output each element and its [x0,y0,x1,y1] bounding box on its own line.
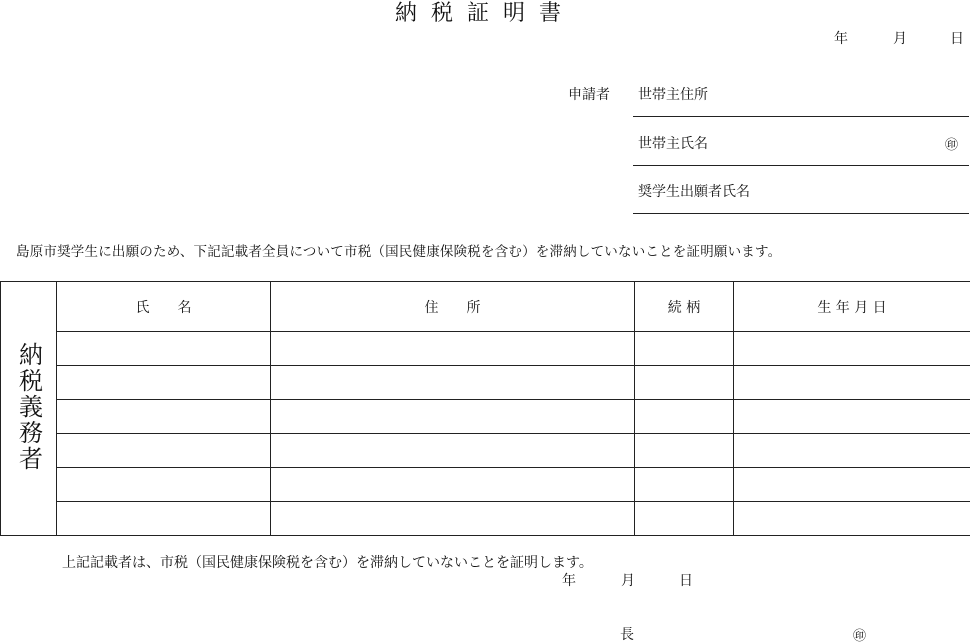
cell-birthdate[interactable] [734,468,970,502]
cell-birthdate[interactable] [734,366,970,400]
table-row [1,400,970,434]
taxpayer-table [0,281,970,536]
table-header-row [1,282,970,332]
cell-birthdate[interactable] [734,502,970,536]
cell-relationship[interactable] [635,332,734,366]
table-row [1,434,970,468]
cell-name[interactable] [57,502,271,536]
scholar-applicant-line[interactable] [633,213,969,214]
cell-birthdate[interactable] [734,434,970,468]
householder-address-label: 世帯主住所 [638,84,708,104]
cell-relationship[interactable] [635,502,734,536]
householder-name-line[interactable] [633,165,969,166]
table-row [1,468,970,502]
top-date-month: 月 [893,28,907,48]
table-row [1,502,970,536]
cell-name[interactable] [57,400,271,434]
cert-date-year: 年 [562,570,576,590]
top-date-day: 日 [950,28,964,48]
cell-name[interactable] [57,332,271,366]
cell-name[interactable] [57,366,271,400]
cell-birthdate[interactable] [734,400,970,434]
cell-relationship[interactable] [635,434,734,468]
householder-seal-icon: ㊞ [945,134,958,153]
cell-birthdate[interactable] [734,332,970,366]
header-relationship: 続 柄 [635,282,734,332]
header-name: 氏 名 [57,282,271,332]
cert-date-month: 月 [621,570,635,590]
header-birthdate: 生 年 月 日 [734,282,970,332]
cell-name[interactable] [57,434,271,468]
scholar-applicant-label: 奨学生出願者氏名 [638,181,750,201]
document-title: 納税証明書 [0,0,970,27]
cell-address[interactable] [271,366,635,400]
mayor-title: 長 [620,624,634,644]
request-statement: 島原市奨学生に出願のため、下記記載者全員について市税（国民健康保険税を含む）を滞納していないことを証明願います。 [16,240,781,260]
official-seal-icon: ㊞ [853,625,866,644]
cell-relationship[interactable] [635,366,734,400]
householder-address-line[interactable] [633,116,969,117]
header-address: 住 所 [271,282,635,332]
taxpayer-side-label: 納税義務者 [1,282,57,536]
cert-date-day: 日 [679,570,693,590]
cell-address[interactable] [271,468,635,502]
applicant-label: 申請者 [568,84,610,104]
cell-address[interactable] [271,400,635,434]
table-row [1,332,970,366]
cell-address[interactable] [271,332,635,366]
cell-relationship[interactable] [635,468,734,502]
householder-name-label: 世帯主氏名 [638,133,708,153]
cell-name[interactable] [57,468,271,502]
certification-statement: 上記記載者は、市税（国民健康保険税を含む）を滞納していないことを証明します。 [62,552,593,572]
cell-relationship[interactable] [635,400,734,434]
top-date-year: 年 [834,28,848,48]
cell-address[interactable] [271,434,635,468]
table-row [1,366,970,400]
cell-address[interactable] [271,502,635,536]
